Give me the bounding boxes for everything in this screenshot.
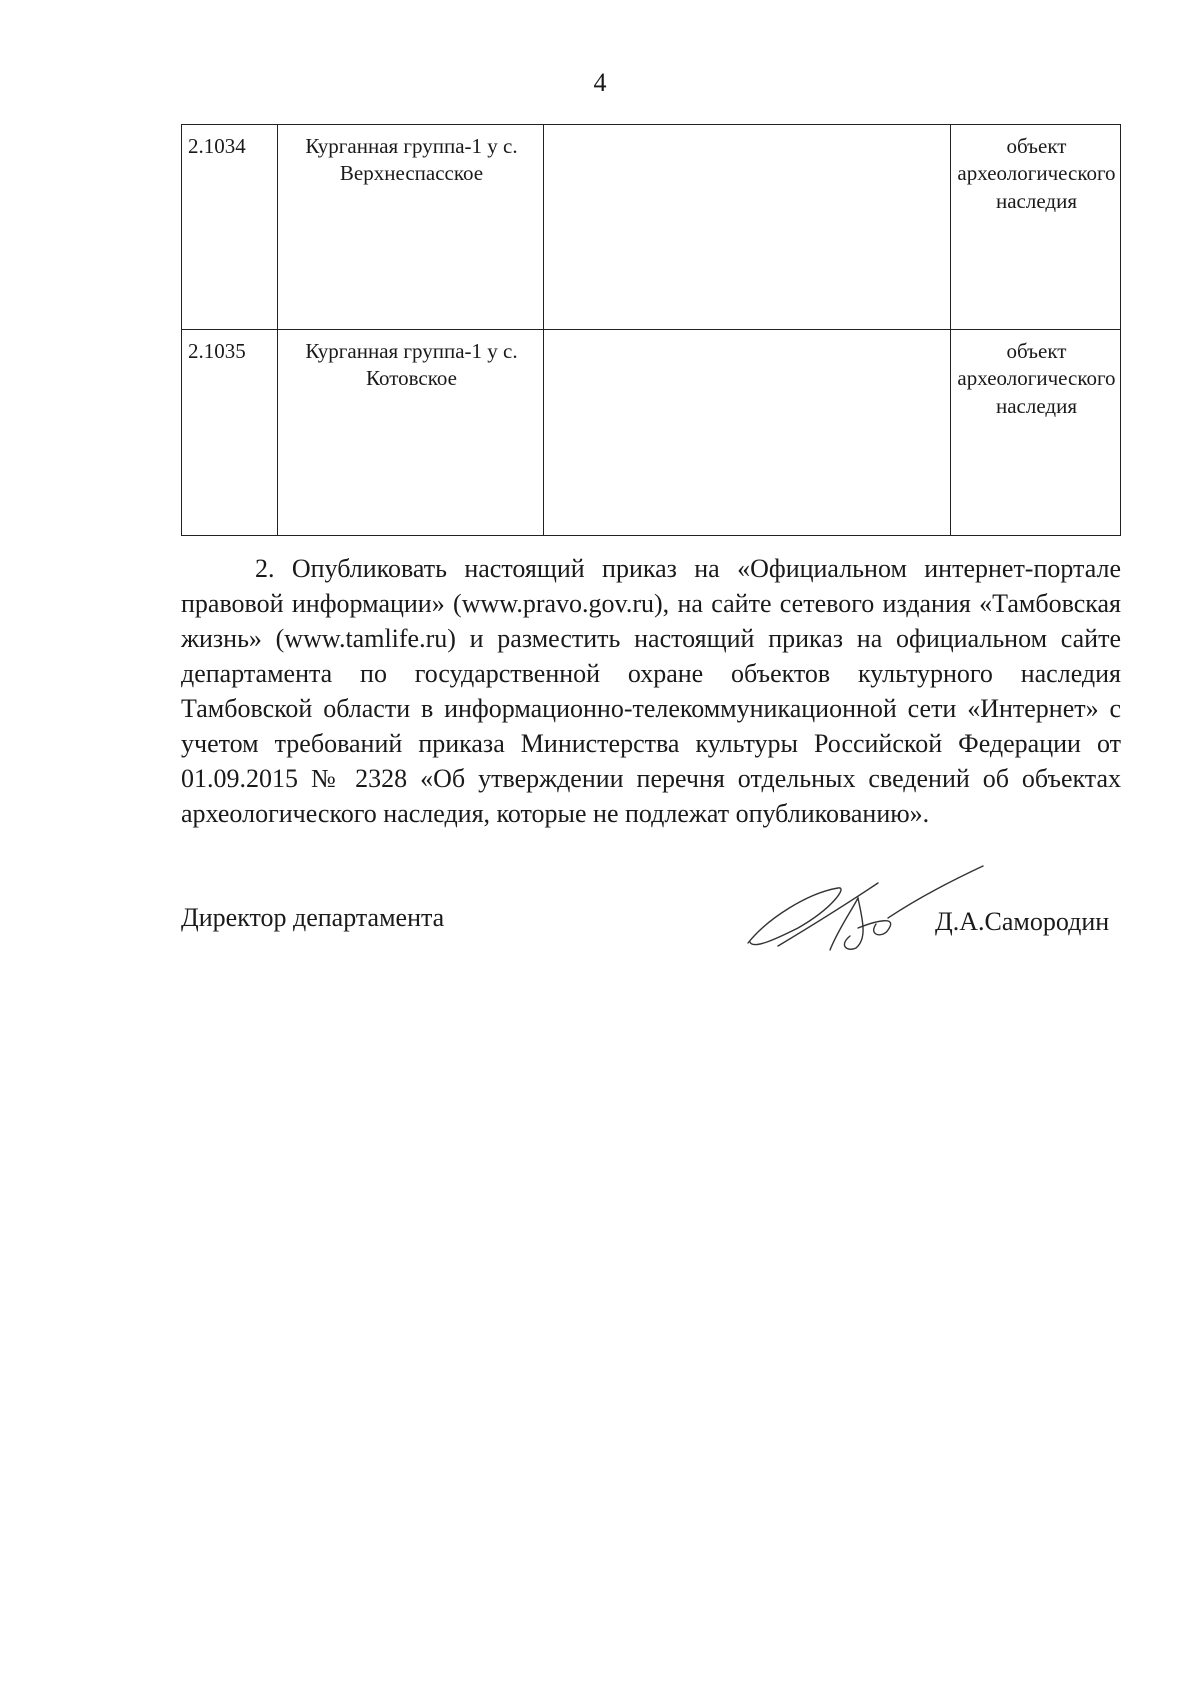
signatory-name: Д.А.Самородин — [935, 907, 1110, 936]
object-name-cell: Курганная группа-1 у с. Верхнеспасское — [278, 125, 544, 330]
object-number-cell: 2.1035 — [182, 330, 278, 536]
object-type-cell: объект археологического наследия — [951, 330, 1121, 536]
empty-cell — [544, 125, 951, 330]
object-name-cell: Курганная группа-1 у с. Котовское — [278, 330, 544, 536]
table-row — [182, 330, 1121, 536]
table-row — [182, 125, 1121, 330]
publication-paragraph: 2. Опубликовать настоящий приказ на «Официальном интернет-портале правовой информации» (www.pravo.gov.ru), на сайте сетевого издания «Тамбовская жизнь» (www.tamlife.ru) и разместить настоящий приказ на официальном сайте департамента по государственной охране объектов культурного наследия Тамбовской области в информационно-телекоммуникационной сети «Интернет» с учетом требований приказа Министерства культуры Российской Федерации от 01.09.2015 № 2328 «Об утверждении перечня отдельных сведений об объектах археологического наследия, которые не подлежат опубликованию». — [181, 554, 1121, 828]
object-number-cell: 2.1034 — [182, 125, 278, 330]
object-type-cell: объект археологического наследия — [951, 125, 1121, 330]
heritage-registry-table — [181, 124, 1121, 536]
signatory-title: Директор департамента — [181, 903, 445, 932]
page-number: 4 — [593, 68, 607, 97]
empty-cell — [544, 330, 951, 536]
